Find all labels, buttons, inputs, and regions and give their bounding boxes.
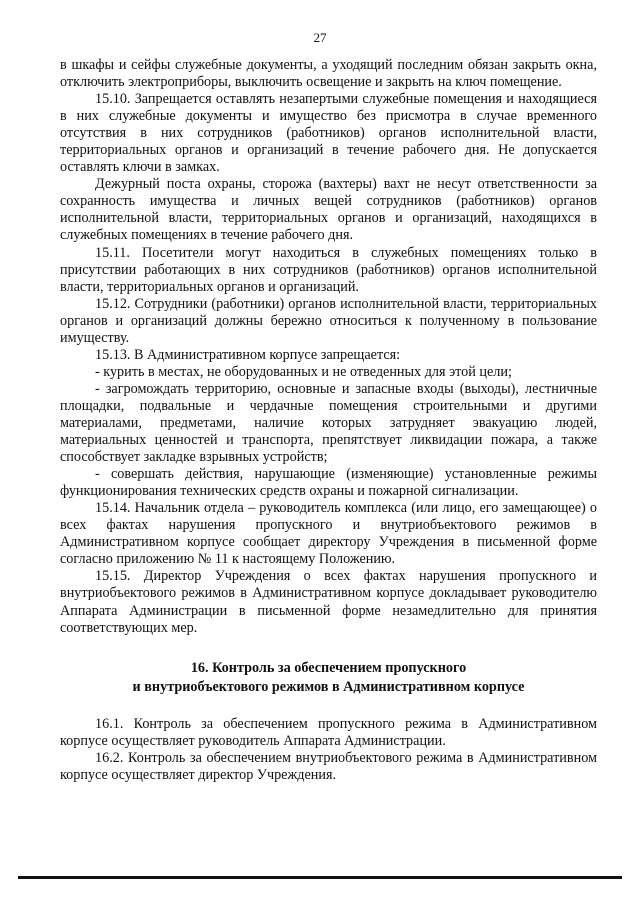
paragraph: 16.1. Контроль за обеспечением пропускного режима в Административном корпусе осуществляет руководитель Аппарата Администрации.	[60, 715, 597, 749]
paragraph: 15.13. В Административном корпусе запрещается:	[95, 346, 401, 363]
paragraph: в шкафы и сейфы служебные документы, а уходящий последним обязан закрыть окна, отключить электроприборы, выключить освещение и закрыть на ключ помещение.	[60, 57, 597, 91]
paragraph: 15.10. Запрещается оставлять незапертыми служебные помещения и находящиеся в них служебные документы и имущество без присмотра в случае временного отсутствия в них сотрудников (работников) органов исполнительной власти, территориальных органов и организаций в течение рабочего дня. Не допускается оставлять ключи в замках.	[60, 91, 597, 176]
list-item: - курить в местах, не оборудованных и не отведенных для этой цели;	[95, 363, 512, 380]
paragraph: 15.14. Начальник отдела – руководитель комплекса (или лицо, его замещающее) о всех фактах нарушения пропускного и внутриобъектового режимов в Административном корпусе сообщает директору Учреждения в письменной форме согласно приложению № 11 к настоящему Положению.	[60, 500, 597, 568]
paragraph: Дежурный поста охраны, сторожа (вахтеры) вахт не несут ответственности за сохранность имущества и личных вещей сотрудников (работников) органов исполнительной власти, территориальных органов и организаций, находящихся в служебных помещениях в течение рабочего дня.	[60, 176, 597, 244]
section-heading-line-1: 16. Контроль за обеспечением пропускного	[190, 659, 467, 676]
list-item: - совершать действия, нарушающие (изменяющие) установленные режимы функционирования технических средств охраны и пожарной сигнализации.	[60, 466, 597, 500]
list-item: - загромождать территорию, основные и запасные входы (выходы), лестничные площадки, подвальные и чердачные помещения строительными и другими материалами, предметами, наличие которых затрудняет эвакуацию людей, материальных ценностей и транспорта, препятствует ликвидации пожара, а также способствует закладке взрывных устройств;	[60, 380, 597, 466]
paragraph: 15.11. Посетители могут находиться в служебных помещениях только в присутствии работающих в них сотрудников (работников) органов исполнительной власти, территориальных органов и организаций.	[60, 244, 597, 295]
page-number: 27	[313, 30, 327, 45]
paragraph: 15.15. Директор Учреждения о всех фактах нарушения пропускного и внутриобъектового режимов в Административном корпусе докладывает руководителю Аппарата Администрации в письменной форме незамедлительно для принятия соответствующих мер.	[60, 568, 597, 636]
paragraph: 16.2. Контроль за обеспечением внутриобъектового режима в Административном корпусе осуществляет директор Учреждения.	[60, 749, 597, 783]
section-heading	[60, 659, 597, 697]
document-body	[60, 57, 597, 784]
bottom-rule	[18, 876, 622, 879]
paragraph: 15.12. Сотрудники (работники) органов исполнительной власти, территориальных органов и организаций должны бережно относиться к полученному в пользование имуществу.	[60, 295, 597, 346]
section-heading-line-2: и внутриобъектового режимов в Административном корпусе	[132, 678, 525, 695]
